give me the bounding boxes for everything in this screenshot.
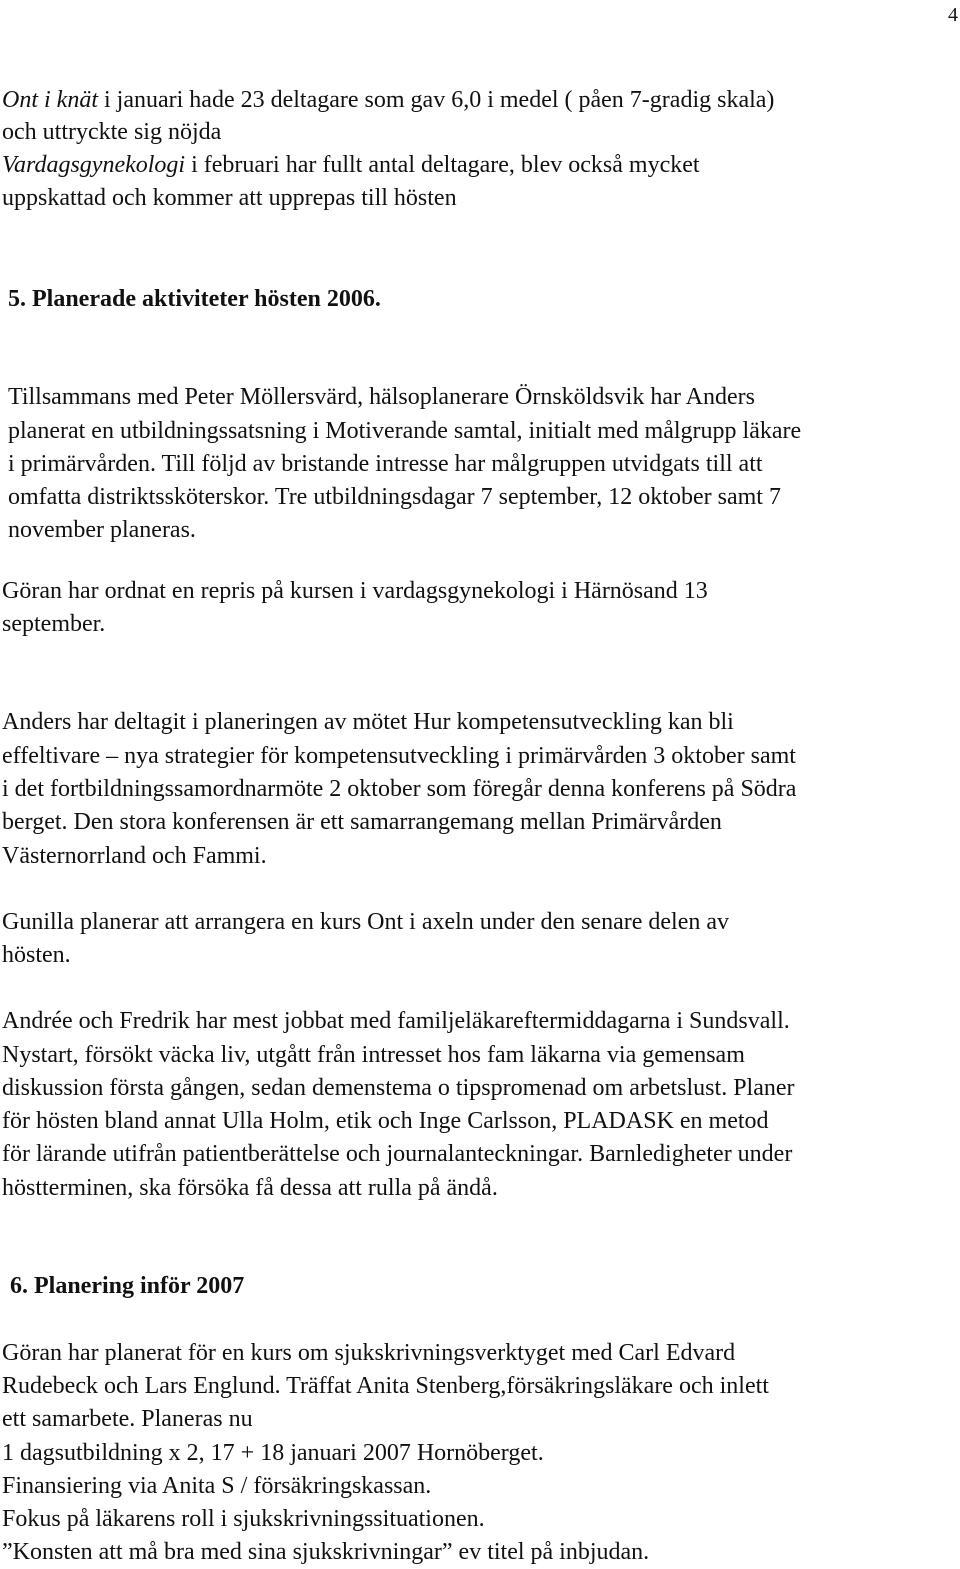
paragraph-line: för lärande utifrån patientberättelse och journalanteckningar. Barnledigheter under — [2, 1141, 793, 1167]
intro-line — [2, 149, 700, 181]
paragraph-line: Västernorrland och Fammi. — [2, 843, 267, 869]
paragraph-line: hösten. — [2, 942, 71, 968]
paragraph-line: november planeras. — [8, 517, 196, 543]
paragraph-line: planerat en utbildningssatsning i Motiverande samtal, initialt med målgrupp läkare — [8, 418, 802, 444]
paragraph-line: höstterminen, ska försöka få dessa att rulla på ändå. — [2, 1175, 498, 1201]
paragraph-line: Gunilla planerar att arrangera en kurs Ont i axeln under den senare delen av — [2, 909, 730, 935]
paragraph-line: Nystart, försökt väcka liv, utgått från intresset hos fam läkarna via gemensam — [2, 1042, 745, 1068]
paragraph-line: effeltivare – nya strategier för kompetensutveckling i primärvården 3 oktober samt — [2, 743, 796, 769]
paragraph-line: diskussion första gången, sedan demenstema o tipspromenad om arbetslust. Planer — [2, 1075, 795, 1101]
course-title: Ont i knät — [2, 87, 98, 113]
paragraph-line: Anders har deltagit i planeringen av mötet Hur kompetensutveckling kan bli — [2, 709, 734, 735]
intro-text: i februari har fullt antal deltagare, blev också mycket — [185, 152, 700, 178]
intro-text: i januari hade 23 deltagare som gav 6,0 i medel ( påen 7-gradig skala) — [98, 87, 775, 113]
paragraph-line: Fokus på läkarens roll i sjukskrivningssituationen. — [2, 1506, 485, 1532]
section-heading: 5. Planerade aktiviteter hösten 2006. — [8, 286, 381, 312]
paragraph-line: ett samarbete. Planeras nu — [2, 1406, 253, 1432]
page-number: 4 — [948, 4, 958, 26]
paragraph-line: 1 dagsutbildning x 2, 17 + 18 januari 2007 Hornöberget. — [2, 1440, 544, 1466]
course-title: Vardagsgynekologi — [2, 152, 186, 178]
paragraph-line: Tillsammans med Peter Möllersvärd, hälsoplanerare Örnsköldsvik har Anders — [8, 384, 755, 410]
paragraph-line: Finansiering via Anita S / försäkringskassan. — [2, 1473, 432, 1499]
paragraph-line: ”Konsten att må bra med sina sjukskrivningar” ev titel på inbjudan. — [2, 1539, 650, 1565]
paragraph-line: Rudebeck och Lars Englund. Träffat Anita Stenberg,försäkringsläkare och inlett — [2, 1373, 769, 1399]
paragraph-line: i det fortbildningssamordnarmöte 2 oktober som föregår denna konferens på Södra — [2, 776, 797, 802]
paragraph-line: Göran har planerat för en kurs om sjukskrivningsverktyget med Carl Edvard — [2, 1340, 736, 1366]
paragraph-line: Göran har ordnat en repris på kursen i vardagsgynekologi i Härnösand 13 — [2, 578, 708, 604]
intro-line — [2, 84, 774, 116]
paragraph-line: september. — [2, 611, 106, 637]
section-heading: 6. Planering inför 2007 — [10, 1273, 245, 1299]
paragraph-line: Andrée och Fredrik har mest jobbat med familjeläkareftermiddagarna i Sundsvall. — [2, 1008, 790, 1034]
paragraph-line: omfatta distriktssköterskor. Tre utbildningsdagar 7 september, 12 oktober samt 7 — [8, 484, 781, 510]
paragraph-line: för hösten bland annat Ulla Holm, etik och Inge Carlsson, PLADASK en metod — [2, 1108, 769, 1134]
paragraph-line: berget. Den stora konferensen är ett samarrangemang mellan Primärvården — [2, 809, 722, 835]
intro-line: och uttryckte sig nöjda — [2, 119, 222, 145]
intro-line: uppskattad och kommer att upprepas till hösten — [2, 185, 457, 211]
paragraph-line: i primärvården. Till följd av bristande intresse har målgruppen utvidgats till att — [8, 451, 763, 477]
